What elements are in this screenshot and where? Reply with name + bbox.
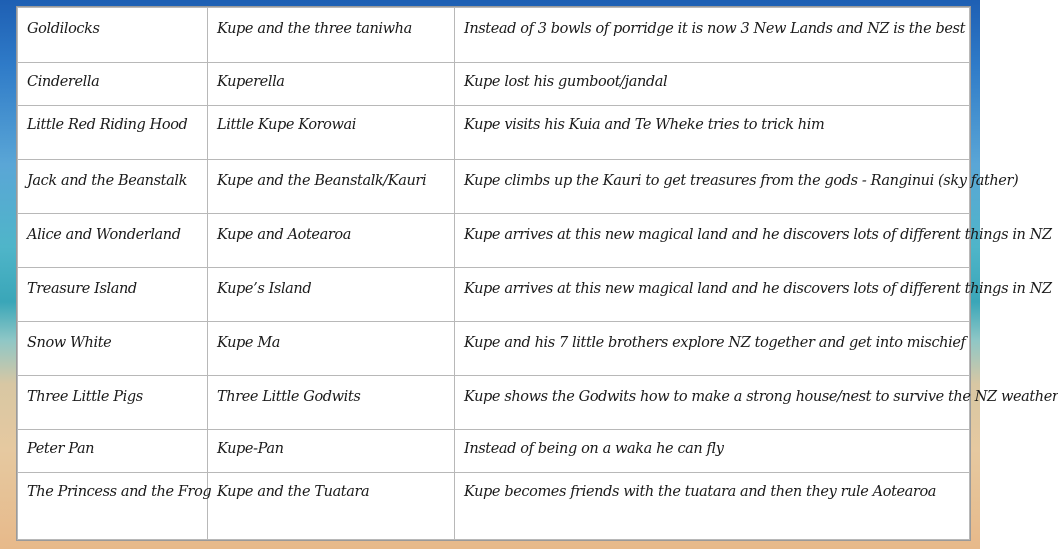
table-row (18, 106, 970, 160)
description-cell: Kupe and his 7 little brothers explore NZ together and get into mischief (455, 322, 970, 376)
description-cell: Kupe lost his gumboot/jandal (455, 63, 970, 106)
kupe-story-cell: Little Kupe Korowai (208, 106, 455, 160)
table-row (18, 268, 970, 322)
kupe-story-cell: Kupe and Aotearoa (208, 214, 455, 268)
kupe-story-cell: Kupe and the Tuatara (208, 473, 455, 540)
kupe-story-cell: Kupe and the Beanstalk/Kauri (208, 160, 455, 214)
story-table (17, 7, 1058, 540)
kupe-story-cell: Kupe and the three taniwha (208, 8, 455, 63)
kupe-story-cell: Kuperella (208, 63, 455, 106)
description-cell: Kupe becomes friends with the tuatara and then they rule Aotearoa (455, 473, 970, 540)
kupe-story-cell: Kupe’s Island (208, 268, 455, 322)
original-story-cell: Goldilocks (18, 8, 208, 63)
kupe-story-cell: Kupe-Pan (208, 430, 455, 473)
table-row (18, 376, 970, 430)
description-cell: Kupe climbs up the Kauri to get treasures from the gods - Ranginui (sky father) (455, 160, 970, 214)
table-row (18, 322, 970, 376)
original-story-cell: The Princess and the Frog (18, 473, 208, 540)
description-cell: Kupe shows the Godwits how to make a strong house/nest to survive the NZ weather (455, 376, 970, 430)
table-row (18, 473, 970, 540)
description-cell: Kupe arrives at this new magical land and he discovers lots of different things in NZ (455, 214, 970, 268)
original-story-cell: Jack and the Beanstalk (18, 160, 208, 214)
table-row (18, 8, 970, 63)
original-story-cell: Peter Pan (18, 430, 208, 473)
original-story-cell: Three Little Pigs (18, 376, 208, 430)
original-story-cell: Cinderella (18, 63, 208, 106)
story-table-panel (16, 6, 1058, 541)
original-story-cell: Snow White (18, 322, 208, 376)
table-row (18, 214, 970, 268)
table-row (18, 63, 970, 106)
kupe-story-cell: Three Little Godwits (208, 376, 455, 430)
original-story-cell: Treasure Island (18, 268, 208, 322)
description-cell: Kupe arrives at this new magical land and he discovers lots of different things in NZ (455, 268, 970, 322)
original-story-cell: Little Red Riding Hood (18, 106, 208, 160)
table-row (18, 430, 970, 473)
description-cell: Instead of 3 bowls of porridge it is now 3 New Lands and NZ is the best (455, 8, 970, 63)
description-cell: Kupe visits his Kuia and Te Wheke tries to trick him (455, 106, 970, 160)
table-row (18, 160, 970, 214)
description-cell: Instead of being on a waka he can fly (455, 430, 970, 473)
original-story-cell: Alice and Wonderland (18, 214, 208, 268)
kupe-story-cell: Kupe Ma (208, 322, 455, 376)
